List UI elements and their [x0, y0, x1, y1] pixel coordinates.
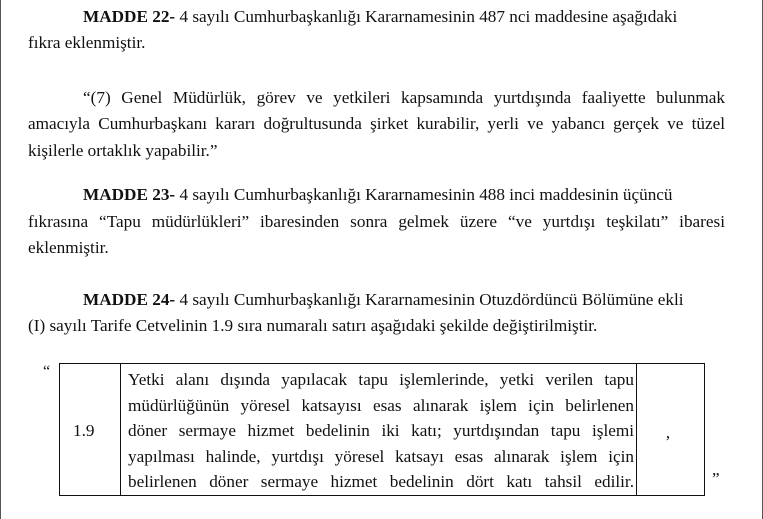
article-23-text: 4 sayılı Cumhurbaşkanlığı Kararnamesinin 488 inci maddesinin üçüncü — [179, 185, 673, 204]
table-divider-2 — [636, 364, 637, 495]
page-border-left — [0, 0, 1, 519]
table-text-line-4: yapılması halinde, yurtdışı yöresel katsayı esas alınarak işlem için — [128, 446, 634, 466]
table-close-quote: ” — [712, 469, 720, 488]
table-row-text — [128, 367, 634, 495]
article-24-line-1 — [83, 290, 725, 310]
table-open-quote: “ — [43, 363, 51, 380]
article-22-heading: MADDE 22- — [83, 7, 176, 26]
article-23-line-3: eklenmiştir. — [28, 238, 109, 257]
tariff-table — [59, 363, 705, 496]
table-last-cell-mark: ’ — [665, 432, 671, 451]
article-22-quote-line-2: amacıyla Cumhurbaşkanı kararı doğrultusunda şirket kurabilir, yerli ve yabancı gerçek ve tüzel — [28, 114, 725, 133]
article-22-quote-line-3: kişilerle ortaklık yapabilir.” — [28, 141, 218, 160]
article-22-line-1 — [83, 7, 725, 27]
article-24-line-2: (I) sayılı Tarife Cetvelinin 1.9 sıra numaralı satırı aşağıdaki şekilde değiştirilmiştir. — [28, 316, 598, 335]
article-23-heading: MADDE 23- — [83, 185, 176, 204]
article-22-line-2: fıkra eklenmiştir. — [28, 33, 146, 52]
article-24-heading: MADDE 24- — [83, 290, 176, 309]
table-text-line-3: döner sermaye hizmet bedelinin iki katı; yurtdışından tapu işlemi — [128, 421, 634, 440]
table-text-line-5: belirlenen döner sermaye hizmet bedelinin dört katı tahsil edilir. — [128, 472, 634, 491]
article-23-line-2: fıkrasına “Tapu müdürlükleri” ibaresinden sonra gelmek üzere “ve yurtdışı teşkilatı” ibaresi — [28, 212, 725, 231]
article-24-text: 4 sayılı Cumhurbaşkanlığı Kararnamesinin Otuzdördüncü Bölümüne ekli — [179, 290, 684, 309]
table-divider-1 — [120, 364, 121, 495]
table-text-line-2: müdürlüğünün yöresel katsayısı esas alınarak işlem için belirlenen — [128, 395, 634, 415]
article-22-text: 4 sayılı Cumhurbaşkanlığı Kararnamesinin 487 nci maddesine aşağıdaki — [179, 7, 678, 26]
table-row-number: 1.9 — [73, 421, 95, 440]
table-text-line-1: Yetki alanı dışında yapılacak tapu işlemlerinde, yetki verilen tapu — [128, 370, 634, 389]
article-22-quote-line-1: “(7) Genel Müdürlük, görev ve yetkileri kapsamında yurtdışında faaliyette bulunmak — [83, 88, 725, 107]
article-23-line-1 — [83, 185, 725, 205]
